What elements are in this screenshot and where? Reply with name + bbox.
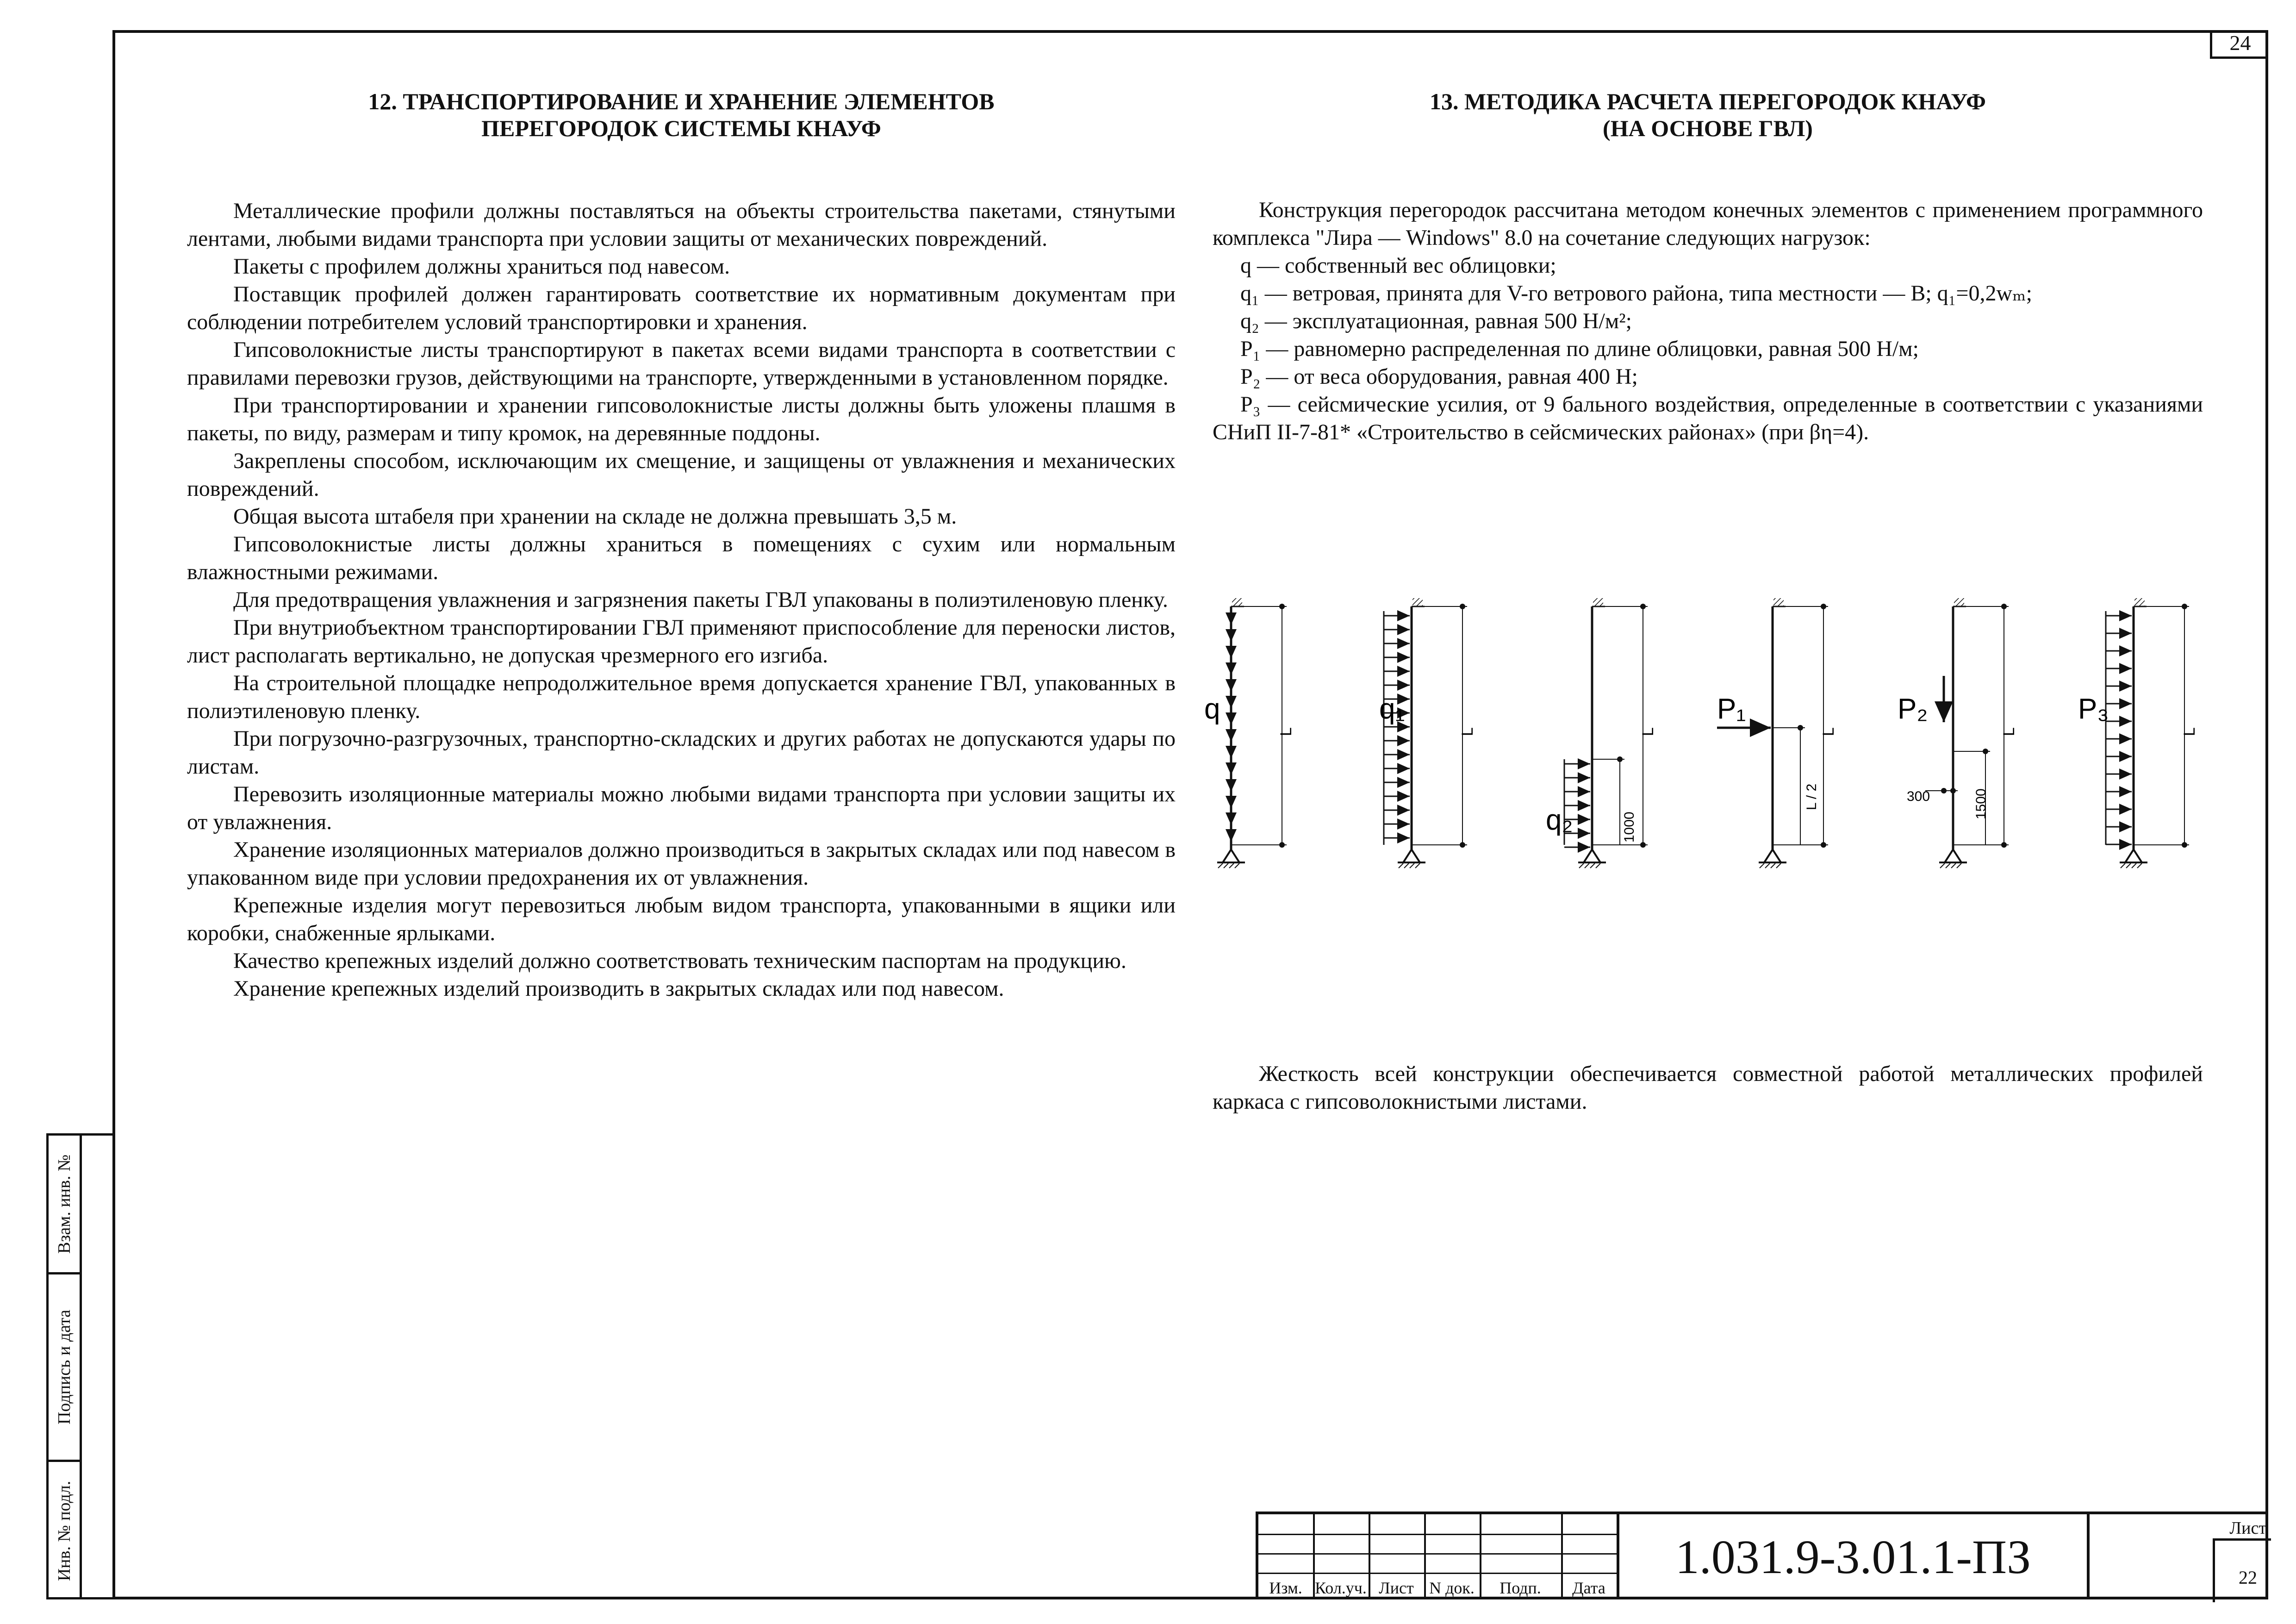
section-13-body xyxy=(1213,196,2203,446)
length-label-4: L xyxy=(1820,727,1837,736)
label-q: q xyxy=(1204,693,1220,725)
ground-hatch xyxy=(1776,863,1781,868)
binding-strip xyxy=(46,1133,112,1599)
load-item: P₁ — равномерно распределенная по длине облицовки, равная 500 Н/м; xyxy=(1240,337,1919,361)
tb-label-izm: Изм. xyxy=(1269,1579,1302,1597)
ground-hatch xyxy=(1410,863,1414,868)
label-p2: P₂ xyxy=(1898,693,1928,725)
dimension-dot xyxy=(1983,749,1988,754)
strip-label-inventory: Инв. № подл. xyxy=(54,1480,74,1581)
dim-1500-label: 1500 xyxy=(1973,788,1989,819)
strip-divider xyxy=(80,1136,82,1597)
paragraph: При внутриобъектном транспортировании ГВЛ применяют приспособление для переноски листов, лист располагать вертикально, не допуская чрезмерного его изгиба. xyxy=(187,615,1176,668)
length-label-2: L xyxy=(1459,727,1476,736)
length-label-1: L xyxy=(1277,727,1295,736)
ground-hatch xyxy=(1940,863,1945,868)
label-p1: P₁ xyxy=(1717,693,1746,725)
dimension-dot xyxy=(1950,788,1956,793)
dimension-dot xyxy=(2001,842,2007,848)
section-13 xyxy=(1213,88,2203,446)
dimension-dot xyxy=(2001,604,2007,609)
load-schemes-diagram xyxy=(1203,583,2240,898)
length-label-5: L xyxy=(2000,727,2018,736)
dimension-dot xyxy=(1460,604,1465,609)
dimension-dot xyxy=(2182,604,2187,609)
fixed-support-hatch xyxy=(1954,598,1964,606)
fixed-support-hatch xyxy=(1773,598,1784,606)
dimension-dot xyxy=(1798,725,1803,731)
length-label-3: L xyxy=(1639,727,1657,736)
paragraph: Закреплены способом, исключающим их смещение, и защищены от увлажнения и механических повреждений. xyxy=(187,449,1176,501)
section-12-heading xyxy=(187,88,1176,142)
ground-hatch xyxy=(1760,863,1764,868)
dimension-dot xyxy=(1821,604,1826,609)
paragraph: Хранение изоляционных материалов должно производиться в закрытых складах или под навесом в упакованном виде при условии предохранения их от увлажнения. xyxy=(187,837,1176,890)
length-label-6: L xyxy=(2181,727,2198,736)
title-block xyxy=(1256,1512,2268,1599)
label-p3: P₃ xyxy=(2078,693,2109,725)
ground-hatch xyxy=(2126,863,2131,868)
paragraph: Металлические профили должны поставляться на объекты строительства пакетами, стянутыми лентами, любыми видами транспорта при условии защиты от механических повреждений. xyxy=(187,199,1176,251)
pin-support xyxy=(1403,849,1420,862)
section-12 xyxy=(187,88,1176,1003)
ground-hatch xyxy=(1765,863,1770,868)
tb-sheet-cell xyxy=(2087,1514,2271,1599)
ground-hatch xyxy=(1235,863,1239,868)
schemes-group xyxy=(1217,598,2189,868)
tb-sheet-label: Лист xyxy=(2229,1518,2266,1538)
ground-hatch xyxy=(1771,863,1775,868)
dimension-dot xyxy=(2182,842,2187,848)
ground-hatch xyxy=(1404,863,1409,868)
tb-label-list: Лист xyxy=(1379,1579,1414,1597)
strip-cell-replacement xyxy=(49,1136,80,1274)
dimension-dot xyxy=(1617,756,1623,762)
strip-cell-inventory xyxy=(49,1462,80,1599)
paragraph: Гипсоволокнистые листы должны храниться в помещениях с сухим или нормальным влажностными режимами. xyxy=(187,532,1176,584)
pin-support xyxy=(1223,849,1239,862)
ground-hatch xyxy=(1229,863,1234,868)
tb-sheet-number: 22 xyxy=(2239,1567,2257,1588)
fixed-support-hatch xyxy=(2134,598,2145,606)
document-code: 1.031.9-3.01.1-ПЗ xyxy=(1675,1530,2031,1584)
dim-300-label: 300 xyxy=(1907,789,1930,804)
paragraph: Гипсоволокнистые листы транспортируют в пакетах всеми видами транспорта в соответствии с правилами перевозки грузов, действующими на транспорте, утвержденными в установленном порядке. xyxy=(187,337,1176,390)
paragraph: На строительной площадке непродолжительное время допускается хранение ГВЛ, упакованных в полиэтиленовую пленку. xyxy=(187,671,1176,723)
ground-hatch xyxy=(1590,863,1595,868)
ground-hatch xyxy=(1415,863,1420,868)
fixed-support-hatch xyxy=(1412,598,1423,606)
dimension-dot xyxy=(1821,842,1826,848)
ground-hatch xyxy=(2137,863,2142,868)
strip-cell-signature xyxy=(49,1274,80,1462)
paragraph: Хранение крепежных изделий производить в закрытых складах или под навесом. xyxy=(233,976,1004,1001)
section-13-heading-line1: 13. МЕТОДИКА РАСЧЕТА ПЕРЕГОРОДОК КНАУФ xyxy=(1429,88,1986,114)
paragraph: Качество крепежных изделий должно соответствовать техническим паспортам на продукцию. xyxy=(233,949,1126,973)
ground-hatch xyxy=(1218,863,1223,868)
ground-hatch xyxy=(1585,863,1589,868)
intro-paragraph: Конструкция перегородок рассчитана методом конечных элементов с применением программного комплекса "Лира — Windows" 8.0 на сочетание следующих нагрузок: xyxy=(1213,198,2203,250)
half-length-label: L / 2 xyxy=(1804,783,1819,810)
fixed-support-hatch xyxy=(1593,598,1603,606)
strip-label-replacement: Взам. инв. № xyxy=(54,1154,74,1254)
top-sheet-number: 24 xyxy=(2210,30,2268,59)
pin-support xyxy=(2125,849,2142,862)
load-item: q₁ — ветровая, принята для V-го ветрового района, типа местности — B; q₁=0,2wₘ; xyxy=(1240,281,2032,306)
dimension-dot xyxy=(1279,842,1285,848)
paragraph: При погрузочно-разгрузочных, транспортно-складских и других работах не допускаются удары по листам. xyxy=(187,726,1176,779)
load-item: P₃ — сейсмические усилия, от 9 бального воздействия, определенные в соответствии с указаниями СНиП II-7-81* «Строительство в сейсмических районах» (при βη=4). xyxy=(1213,392,2203,444)
section-12-heading-line1: 12. ТРАНСПОРТИРОВАНИЕ И ХРАНЕНИЕ ЭЛЕМЕНТОВ xyxy=(368,88,995,114)
pin-support xyxy=(1584,849,1600,862)
paragraph: Крепежные изделия могут перевозиться любым видом транспорта, упакованными в ящики или коробки, снабженные ярлыками. xyxy=(187,893,1176,945)
ground-hatch xyxy=(2132,863,2136,868)
tb-label-podp: Подп. xyxy=(1500,1579,1541,1597)
ground-hatch xyxy=(1579,863,1584,868)
paragraph: Общая высота штабеля при хранении на складе не должна превышать 3,5 м. xyxy=(233,504,957,529)
section-12-heading-line2: ПЕРЕГОРОДОК СИСТЕМЫ КНАУФ xyxy=(481,115,881,141)
load-item: P₂ — от веса оборудования, равная 400 Н; xyxy=(1240,364,1638,389)
tb-label-ndok: N док. xyxy=(1429,1579,1475,1597)
ground-hatch xyxy=(1224,863,1228,868)
pin-support xyxy=(1764,849,1781,862)
section-13-heading-line2: (НА ОСНОВЕ ГВЛ) xyxy=(1603,115,1813,141)
ground-hatch xyxy=(1951,863,1956,868)
ground-hatch xyxy=(1399,863,1403,868)
dim-1000-label: 1000 xyxy=(1622,812,1637,843)
label-q1: q₁ xyxy=(1379,693,1405,725)
section-12-body xyxy=(187,197,1176,1003)
load-item: q — собственный вес облицовки; xyxy=(1240,253,1556,278)
ground-hatch xyxy=(1957,863,1961,868)
tb-label-data: Дата xyxy=(1572,1579,1605,1597)
paragraph: Для предотвращения увлажнения и загрязнения пакеты ГВЛ упакованы в полиэтиленовую пленку. xyxy=(233,587,1168,612)
paragraph: При транспортировании и хранении гипсоволокнистые листы должны быть уложены плашмя в пакеты, по виду, размерам и типу кромок, на деревянные поддоны. xyxy=(187,393,1176,445)
pin-support xyxy=(1945,849,1961,862)
conclusion-paragraph: Жесткость всей конструкции обеспечивается совместной работой металлических профилей каркаса с гипсоволокнистыми листами. xyxy=(1213,1062,2203,1114)
strip-label-signature: Подпись и дата xyxy=(54,1309,74,1425)
ground-hatch xyxy=(1596,863,1600,868)
load-item: q₂ — эксплуатационная, равная 500 Н/м²; xyxy=(1240,309,1632,333)
dimension-dot xyxy=(1640,604,1646,609)
section-13-heading xyxy=(1213,88,2203,142)
paragraph: Перевозить изоляционные материалы можно любыми видами транспорта при условии защиты их от увлажнения. xyxy=(187,782,1176,834)
dimension-dot xyxy=(1941,788,1947,793)
dimension-dot xyxy=(1640,842,1646,848)
ground-hatch xyxy=(1946,863,1950,868)
label-q2: q₂ xyxy=(1546,804,1573,836)
tb-label-kol: Кол.уч. xyxy=(1315,1579,1367,1597)
paragraph: Поставщик профилей должен гарантировать соответствие их нормативным документам при соблюдении потребителем условий транспортировки и хранения. xyxy=(187,282,1176,334)
ground-hatch xyxy=(2121,863,2125,868)
dimension-dot xyxy=(1460,842,1465,848)
paragraph: Пакеты с профилем должны храниться под навесом. xyxy=(233,254,730,279)
fixed-support-hatch xyxy=(1232,598,1242,606)
dimension-dot xyxy=(1279,604,1285,609)
